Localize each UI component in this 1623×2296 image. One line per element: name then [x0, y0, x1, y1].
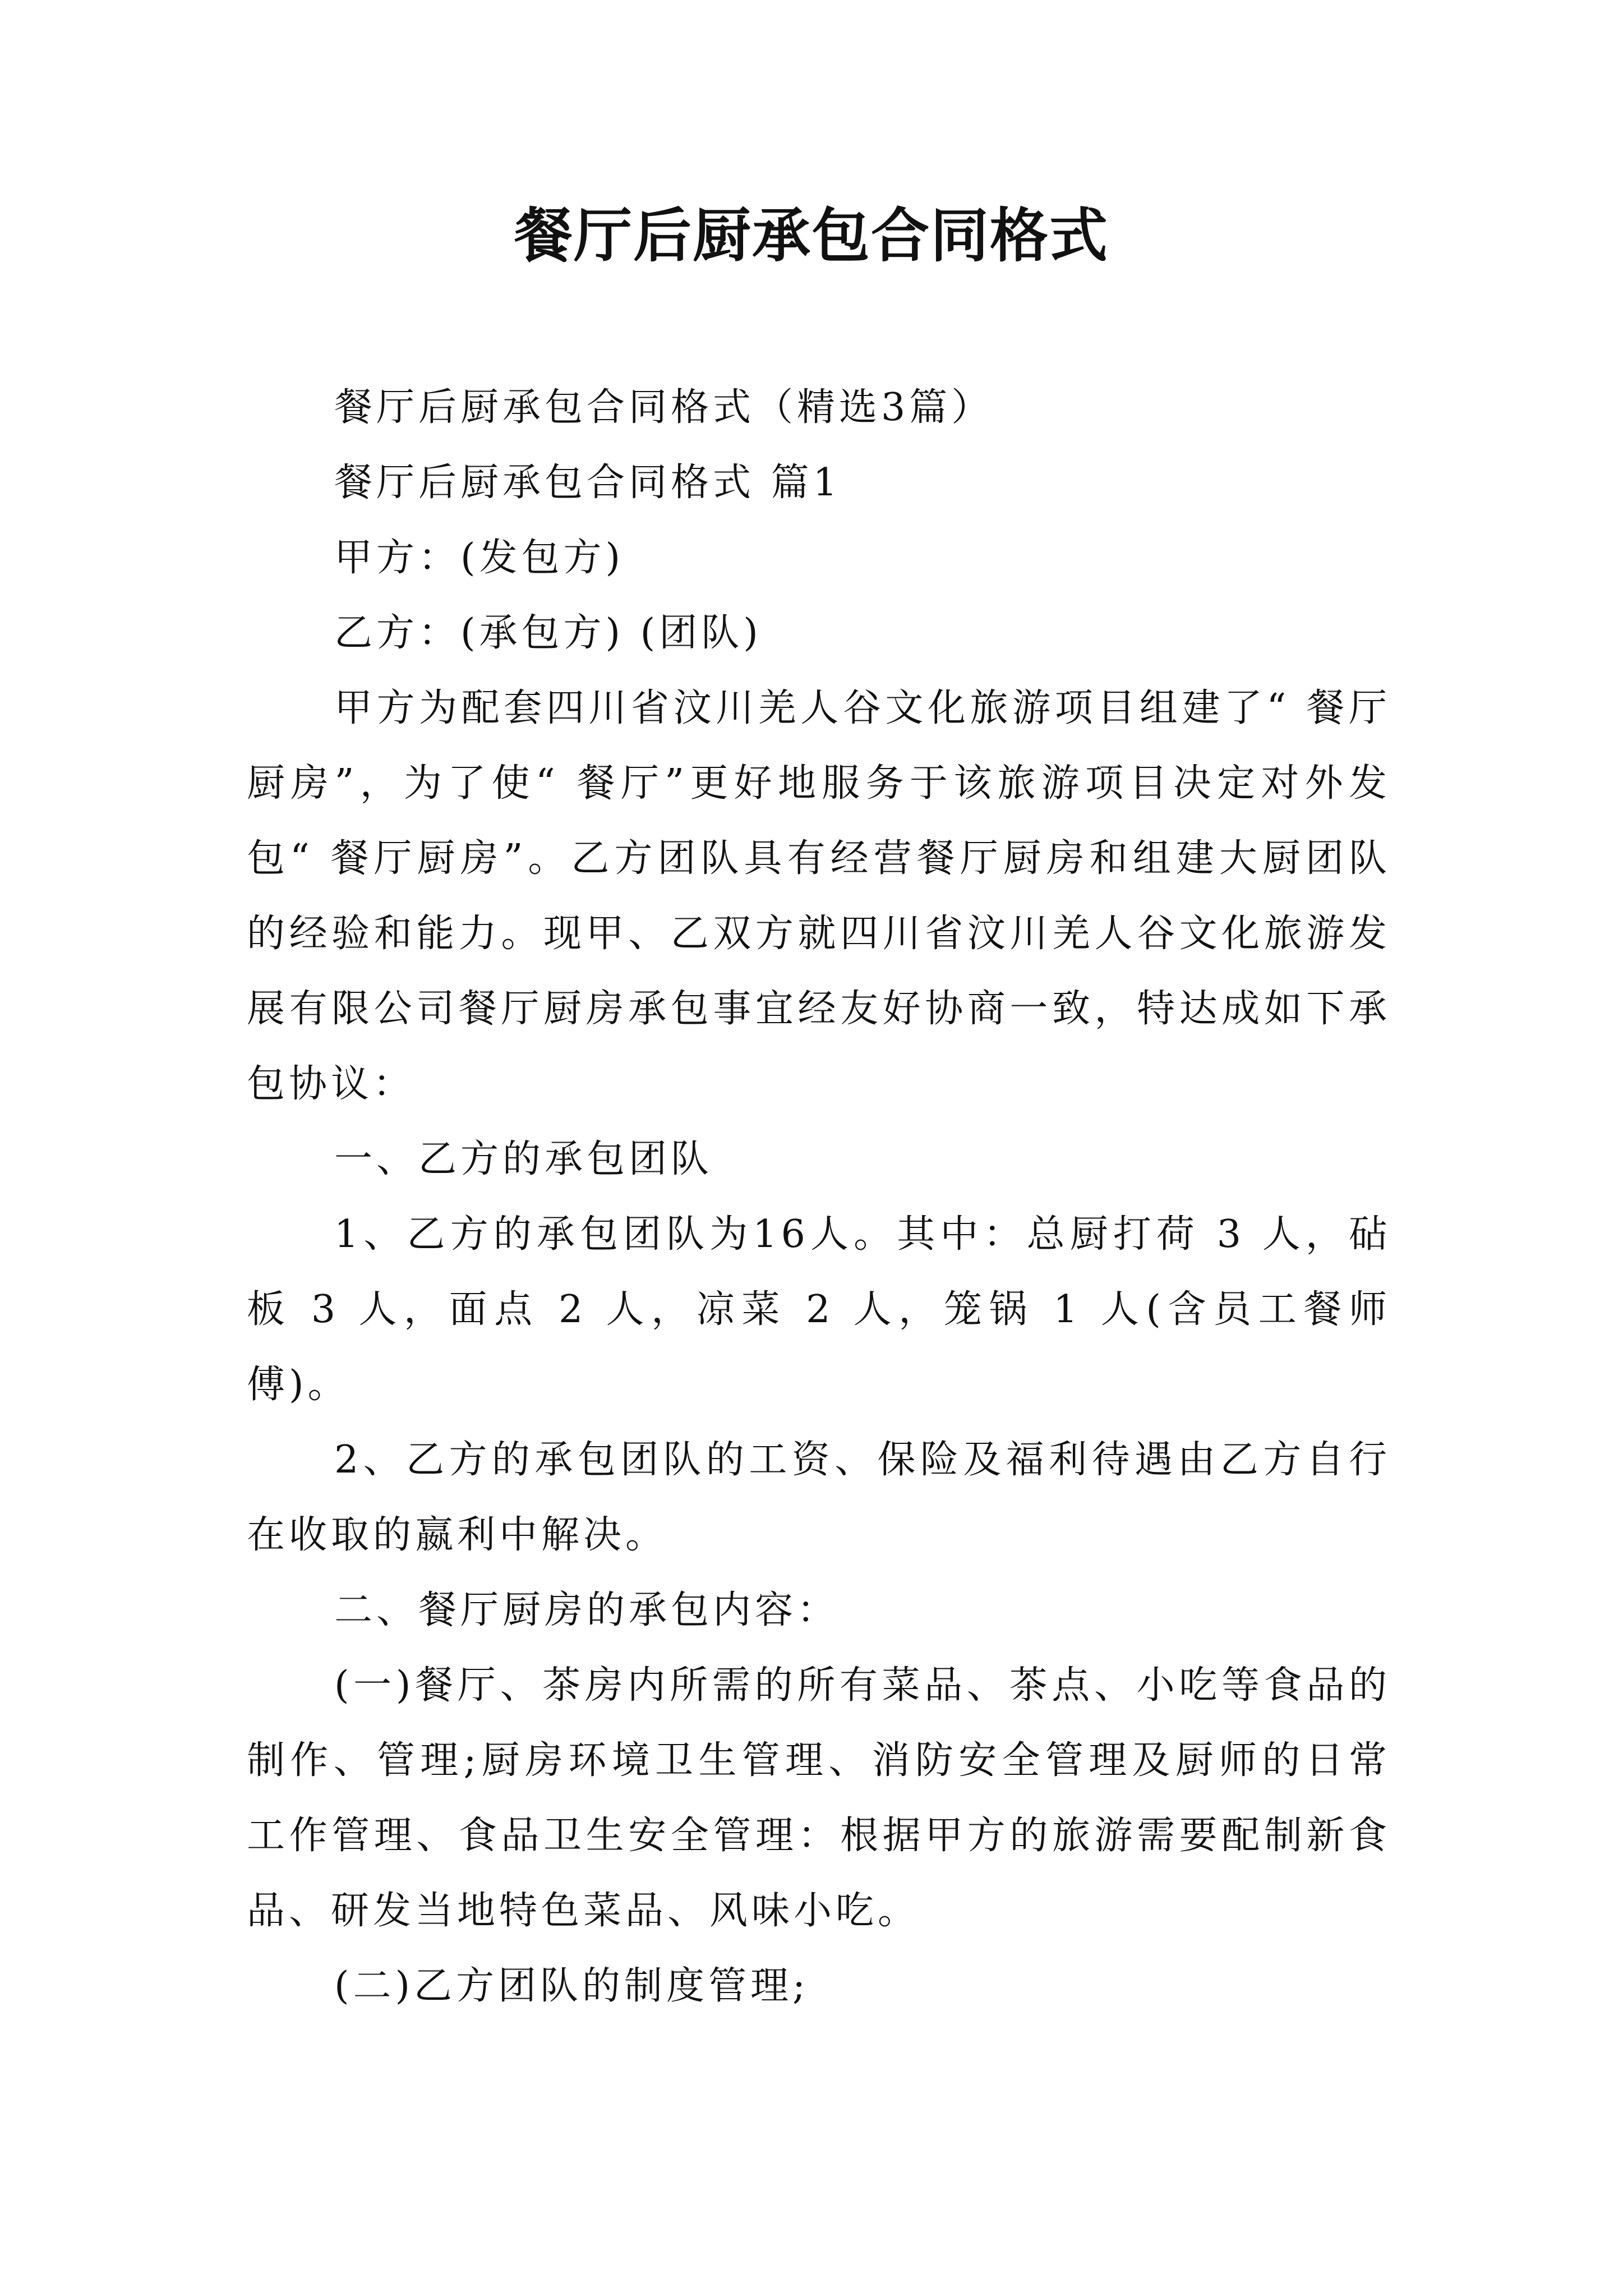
- paragraph-subtitle: 餐厅后厨承包合同格式（精选3篇）: [334, 385, 994, 430]
- paragraph-party-b: 乙方：(承包方) (团队): [334, 611, 762, 655]
- paragraph-clause-heading-1: 一、乙方的承包团队: [334, 1137, 713, 1181]
- paragraph-party-a: 甲方：(发包方): [334, 536, 625, 580]
- paragraph-clause-1-1: 1、乙方的承包团队为16人。其中：总厨打荷 3 人，砧板 3 人，面点 2 人，凉菜 2 人，笼锅 1 人(含员工餐师傅)。: [247, 1212, 1391, 1407]
- paragraph-section-heading: 餐厅后厨承包合同格式 篇1: [334, 461, 841, 505]
- paragraph-clause-1-2: 2、乙方的承包团队的工资、保险及福利待遇由乙方自行在收取的嬴利中解决。: [247, 1438, 1391, 1557]
- paragraph-clause-heading-2: 二、餐厅厨房的承包内容：: [334, 1588, 840, 1632]
- paragraph-clause-2-2: (二)乙方团队的制度管理;: [334, 1964, 809, 2008]
- paragraph-preamble: 甲方为配套四川省汶川羌人谷文化旅游项目组建了“ 餐厅厨房”，为了使“ 餐厅”更好地服务于该旅游项目决定对外发包“ 餐厅厨房”。乙方团队具有经营餐厅厨房和组建大厨团队的经验和能力。现甲、乙双方就四川省汶川羌人谷文化旅游发展有限公司餐厅厨房承包事宜经友好协商一致，特达成如下承包协议：: [247, 686, 1391, 1106]
- paragraph-clause-2-1: (一)餐厅、茶房内所需的所有菜品、茶点、小吃等食品的制作、管理;厨房环境卫生管理、消防安全管理及厨师的日常工作管理、食品卫生安全管理：根据甲方的旅游需要配制新食品、研发当地特色菜品、风味小吃。: [247, 1663, 1391, 1933]
- document-title: 餐厅后厨承包合同格式: [514, 201, 1109, 270]
- document-body: [247, 370, 1391, 2024]
